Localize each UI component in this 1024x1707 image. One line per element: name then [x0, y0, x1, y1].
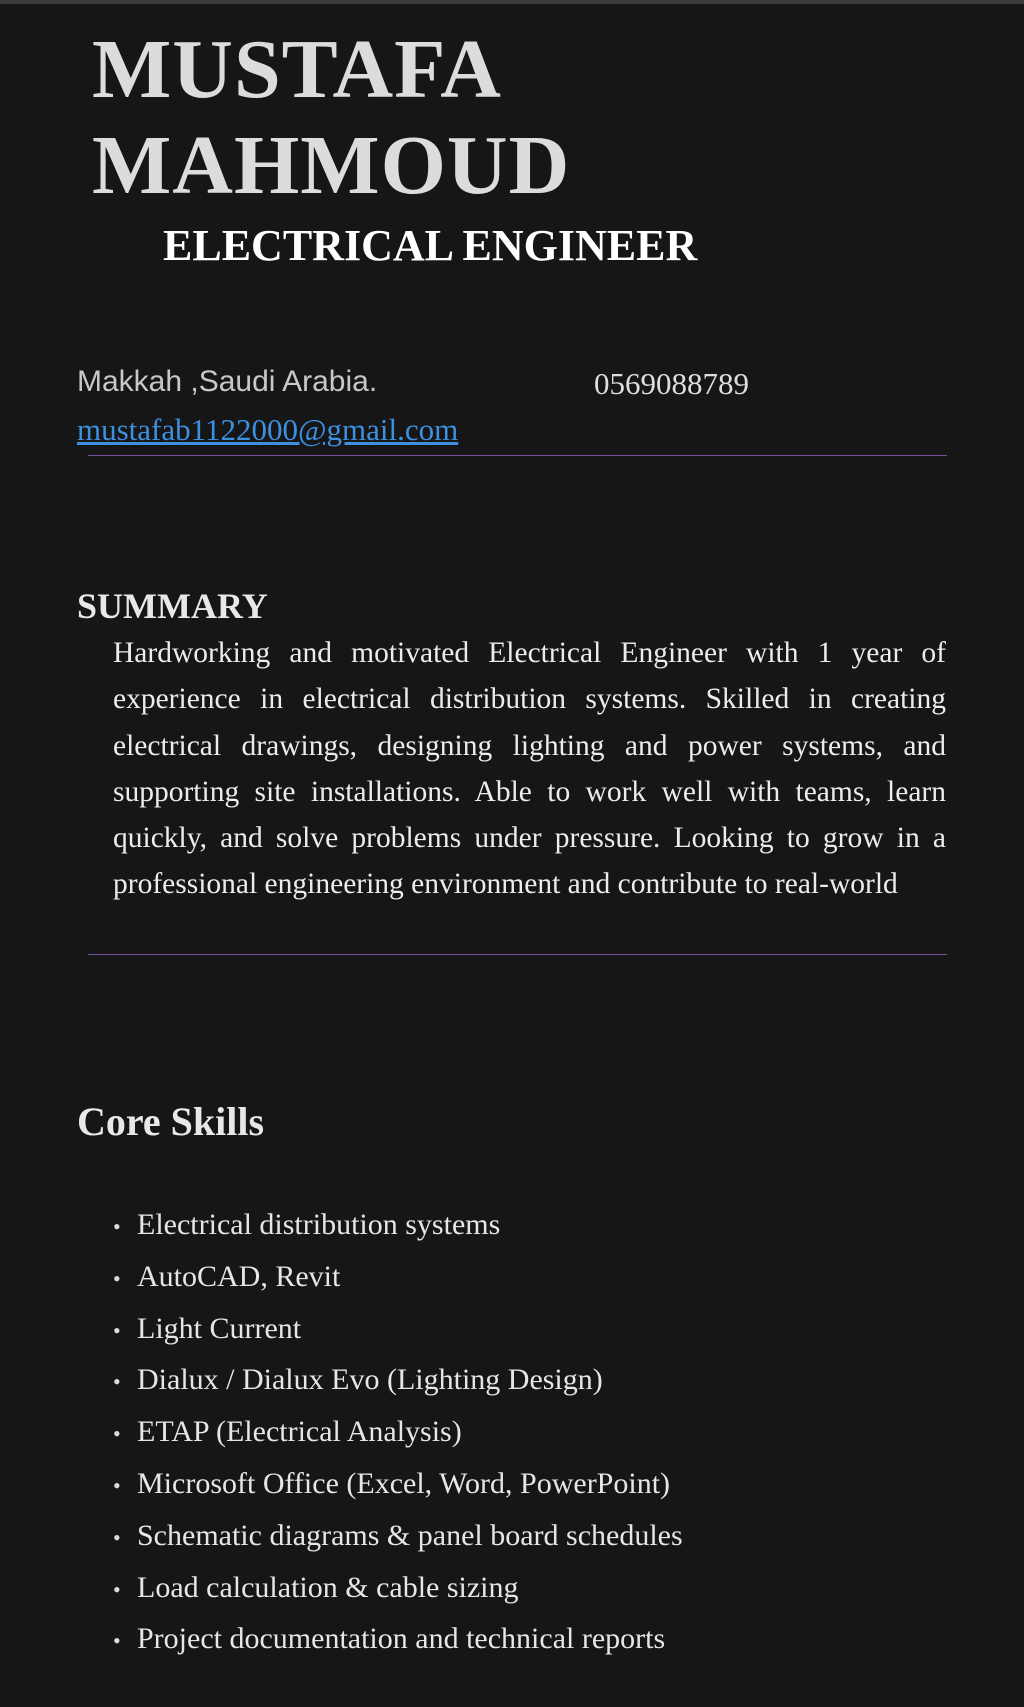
skill-item [113, 1613, 683, 1665]
bullet-icon: • [113, 1214, 121, 1239]
bullet-icon: • [113, 1472, 121, 1498]
bullet-icon: • [113, 1317, 121, 1343]
bullet-icon: • [113, 1628, 121, 1654]
skill-item [113, 1510, 683, 1562]
bullet-icon: • [113, 1369, 121, 1395]
skill-label: ETAP (Electrical Analysis) [137, 1415, 462, 1449]
skill-item [113, 1354, 683, 1406]
bullet-icon: • [113, 1524, 121, 1550]
skill-label: Schematic diagrams & panel board schedules [137, 1518, 683, 1552]
summary-paragraph: Hardworking and motivated Electrical Engineer with 1 year of experience in electrical distribution systems. Skilled in creating electrical drawings, designing lighting and power systems, and supporting site installations. Able to work well with teams, learn quickly, and solve problems under pressure. Looking to grow in a professional engineering environment and contribute to real-world [113, 637, 946, 901]
contact-email-link[interactable]: mustafab1122000@gmail.com [77, 412, 459, 447]
skill-label: Dialux / Dialux Evo (Lighting Design) [137, 1363, 603, 1397]
core-skills-list [113, 1199, 683, 1665]
bullet-icon: • [113, 1576, 121, 1602]
skill-label: Project documentation and technical reports [137, 1622, 666, 1656]
skill-item [113, 1458, 683, 1510]
skill-label: Electrical distribution systems [137, 1208, 501, 1241]
contact-phone: 0569088789 [594, 366, 749, 401]
skill-item [113, 1251, 683, 1303]
skill-item [113, 1562, 683, 1614]
contact-location: Makkah ,Saudi Arabia. [77, 365, 378, 398]
core-skills-heading: Core Skills [77, 1099, 265, 1144]
name-first-line: MUSTAFA [92, 23, 502, 116]
divider-line [88, 455, 947, 456]
name-second-line: MAHMOUD [92, 119, 571, 212]
skill-label: Light Current [137, 1311, 302, 1345]
skill-item [113, 1303, 683, 1355]
skill-label: Load calculation & cable sizing [137, 1570, 519, 1604]
summary-heading: SUMMARY [77, 586, 268, 626]
bullet-icon: • [113, 1265, 121, 1291]
divider-line [88, 954, 947, 955]
bullet-icon: • [113, 1421, 121, 1447]
skill-item [113, 1406, 683, 1458]
job-title: ELECTRICAL ENGINEER [163, 221, 698, 270]
skill-label: Microsoft Office (Excel, Word, PowerPoint) [137, 1466, 671, 1500]
skill-item [113, 1199, 683, 1251]
skill-label: AutoCAD, Revit [137, 1259, 341, 1293]
